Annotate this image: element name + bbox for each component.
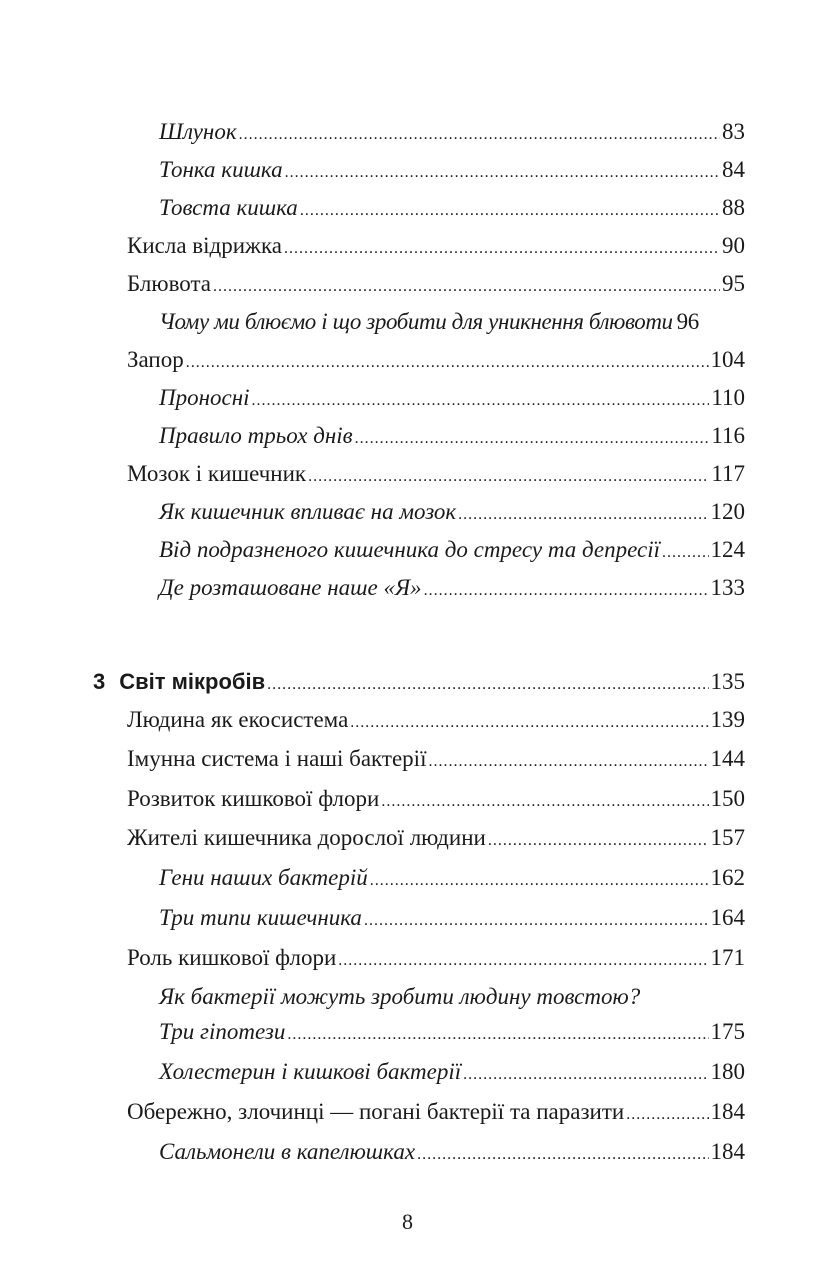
toc-entry-page: 124 xyxy=(710,537,745,562)
toc-entry-title: Три типи кишечника xyxy=(159,905,362,930)
toc-entry-title: Розвиток кишкової флори xyxy=(127,786,380,811)
toc-entry-title: Мозок і кишечник xyxy=(127,461,307,486)
toc-entry-page: 175 xyxy=(710,1019,745,1044)
toc-entry xyxy=(159,194,745,225)
leader-dots xyxy=(267,671,708,699)
toc-entry-page: 135 xyxy=(710,669,745,694)
toc-entry-title: Людина як екосистема xyxy=(127,707,349,732)
leader-dots xyxy=(662,539,708,567)
toc-entry xyxy=(159,574,745,605)
toc-entry-title: Роль кишкової флори xyxy=(127,945,337,970)
toc-entry xyxy=(159,1138,745,1169)
toc-entry-title: Обережно, злочинці — погані бактерії та паразити xyxy=(127,1099,625,1124)
toc-entry-title: Проносні xyxy=(159,385,250,410)
toc-entry-title: Блювота xyxy=(127,271,212,296)
toc-entry-page: 116 xyxy=(711,423,745,448)
toc-entry xyxy=(159,1058,745,1089)
toc-entry-page: 157 xyxy=(710,825,745,850)
leader-dots xyxy=(424,577,709,605)
leader-dots xyxy=(626,1101,708,1129)
toc-entry xyxy=(159,384,745,415)
toc-entry-title: Шлунок xyxy=(159,119,237,144)
toc-entry-page: 164 xyxy=(710,905,745,930)
toc-entry-page: 104 xyxy=(710,347,745,372)
leader-dots xyxy=(350,709,708,737)
toc-entry-page: 162 xyxy=(710,865,745,890)
leader-dots xyxy=(417,1141,708,1169)
toc-entry xyxy=(159,536,745,567)
leader-dots xyxy=(284,235,720,263)
toc-entry-page: 180 xyxy=(710,1059,745,1084)
leader-dots xyxy=(285,159,720,187)
toc-entry-title: Гени наших бактерій xyxy=(159,865,368,890)
toc-entry-title: Тонка кишка xyxy=(159,157,283,182)
toc-entry-page: 83 xyxy=(722,119,745,144)
leader-dots xyxy=(186,349,709,377)
toc-entry-title: Кисла відрижка xyxy=(127,233,282,258)
toc-entry xyxy=(127,785,745,816)
leader-dots xyxy=(428,748,708,776)
toc-entry-page: 95 xyxy=(722,271,745,296)
toc-entry xyxy=(159,422,745,453)
leader-dots xyxy=(463,1061,708,1089)
toc-entry xyxy=(127,460,745,491)
toc-chapter-entry xyxy=(93,668,745,699)
toc-entry-page: 120 xyxy=(710,499,745,524)
toc-entry xyxy=(159,308,745,336)
toc-entry-title: Холестерин і кишкові бактерії xyxy=(159,1059,462,1084)
leader-dots xyxy=(338,947,708,975)
leader-dots xyxy=(355,425,710,453)
toc-entry-page: 184 xyxy=(710,1099,745,1124)
toc-entry-page: 90 xyxy=(722,233,745,258)
chapter-number: 3 xyxy=(93,669,106,694)
toc-entry xyxy=(127,745,745,776)
toc-entry-page: 139 xyxy=(710,707,745,732)
toc-entry-title: Від подразненого кишечника до стресу та депресії xyxy=(159,537,661,562)
toc-entry xyxy=(127,944,745,975)
leader-dots xyxy=(300,197,720,225)
leader-dots xyxy=(488,827,709,855)
toc-entry-page: 110 xyxy=(711,385,745,410)
leader-dots xyxy=(364,907,709,935)
toc-entry-page: 150 xyxy=(710,786,745,811)
leader-dots xyxy=(213,273,720,301)
toc-entry xyxy=(159,1018,745,1049)
toc-entry xyxy=(127,824,745,855)
toc-entry-title: Імунна система і наші бактерії xyxy=(127,746,427,771)
toc-entry-title: Три гіпотези xyxy=(159,1019,286,1044)
toc-entry xyxy=(127,706,745,737)
leader-dots xyxy=(239,121,720,149)
toc-entry-title: Сальмонели в капелюшках xyxy=(159,1139,416,1164)
toc-entry-title-line1: Як бактерії можуть зробити людину товстою? xyxy=(159,984,641,1009)
toc-entry xyxy=(127,1098,745,1129)
page-number: 8 xyxy=(402,1209,413,1234)
toc-entry xyxy=(127,346,745,377)
toc-entry-title: Чому ми блюємо і що зробити для уникнення блювоти xyxy=(159,309,673,334)
toc-entry xyxy=(127,270,745,301)
toc-entry-page: 117 xyxy=(711,461,745,486)
toc-entry xyxy=(159,864,745,895)
toc-entry-page: 96 xyxy=(676,309,699,334)
toc-entry xyxy=(159,498,745,529)
toc-entry xyxy=(159,118,745,149)
toc-entry-page: 184 xyxy=(710,1139,745,1164)
toc-entry-title: Як кишечник впливає на мозок xyxy=(159,499,457,524)
chapter-title: Світ мікробів xyxy=(119,669,266,694)
toc-entry-title: Запор xyxy=(127,347,184,372)
leader-dots xyxy=(287,1021,708,1049)
leader-dots xyxy=(458,501,708,529)
toc-entry xyxy=(159,904,745,935)
toc-entry-page: 144 xyxy=(710,746,745,771)
toc-entry-page: 88 xyxy=(722,195,745,220)
leader-dots xyxy=(308,463,709,491)
toc-entry-title: Де розташоване наше «Я» xyxy=(159,575,422,600)
toc-entry-title: Жителі кишечника дорослої людини xyxy=(127,825,486,850)
leader-dots xyxy=(252,387,710,415)
toc-entry xyxy=(159,156,745,187)
leader-dots xyxy=(370,867,709,895)
leader-dots xyxy=(381,788,708,816)
toc-entry-title: Правило трьох днів xyxy=(159,423,353,448)
toc-entry-page: 171 xyxy=(710,945,745,970)
toc-entry-page: 133 xyxy=(710,575,745,600)
toc-entry-page: 84 xyxy=(722,157,745,182)
toc-entry xyxy=(127,232,745,263)
toc-entry-title: Товста кишка xyxy=(159,195,298,220)
